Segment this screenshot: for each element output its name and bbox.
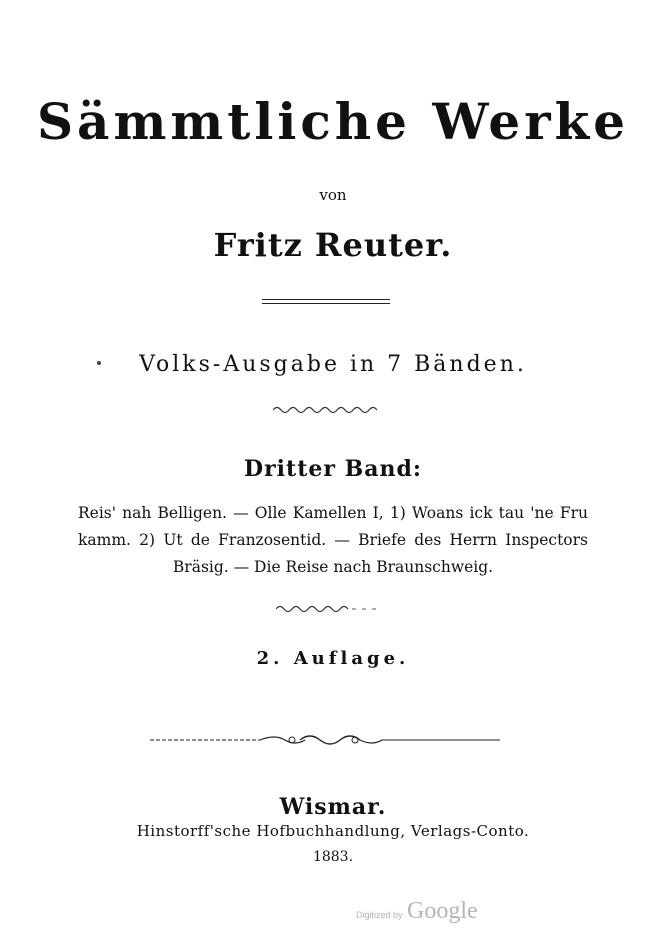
double-rule-divider xyxy=(262,299,390,304)
contents-line-1: Reis' nah Belligen. — Olle Kamellen I, 1) Woans ick tau 'ne Fru xyxy=(78,504,588,522)
edition-statement: Volks-Ausgabe in 7 Bänden. xyxy=(139,352,527,377)
book-title: Sämmtliche Werke xyxy=(36,92,630,151)
byline: von xyxy=(319,186,347,204)
watermark-prefix: Digitized by xyxy=(356,910,403,920)
watermark-brand: Google xyxy=(406,898,478,924)
edition-number: 2. Auflage. xyxy=(256,648,410,669)
contents-line-2: kamm. 2) Ut de Franzosentid. — Briefe des Herrn Inspectors xyxy=(78,531,588,549)
ornamental-rule xyxy=(150,730,500,750)
volume-heading: Dritter Band: xyxy=(244,456,422,482)
wavy-divider-top xyxy=(273,405,377,415)
publication-year: 1883. xyxy=(312,849,354,865)
publication-place: Wismar. xyxy=(279,794,387,820)
digitization-watermark xyxy=(356,898,478,925)
wavy-divider-bottom xyxy=(276,604,380,614)
contents-line-3: Bräsig. — Die Reise nach Braunschweig. xyxy=(172,558,494,576)
publisher-name: Hinstorff'sche Hofbuchhandlung, Verlags-Conto. xyxy=(136,822,530,840)
volume-contents xyxy=(78,500,588,581)
author-name: Fritz Reuter. xyxy=(213,226,453,264)
